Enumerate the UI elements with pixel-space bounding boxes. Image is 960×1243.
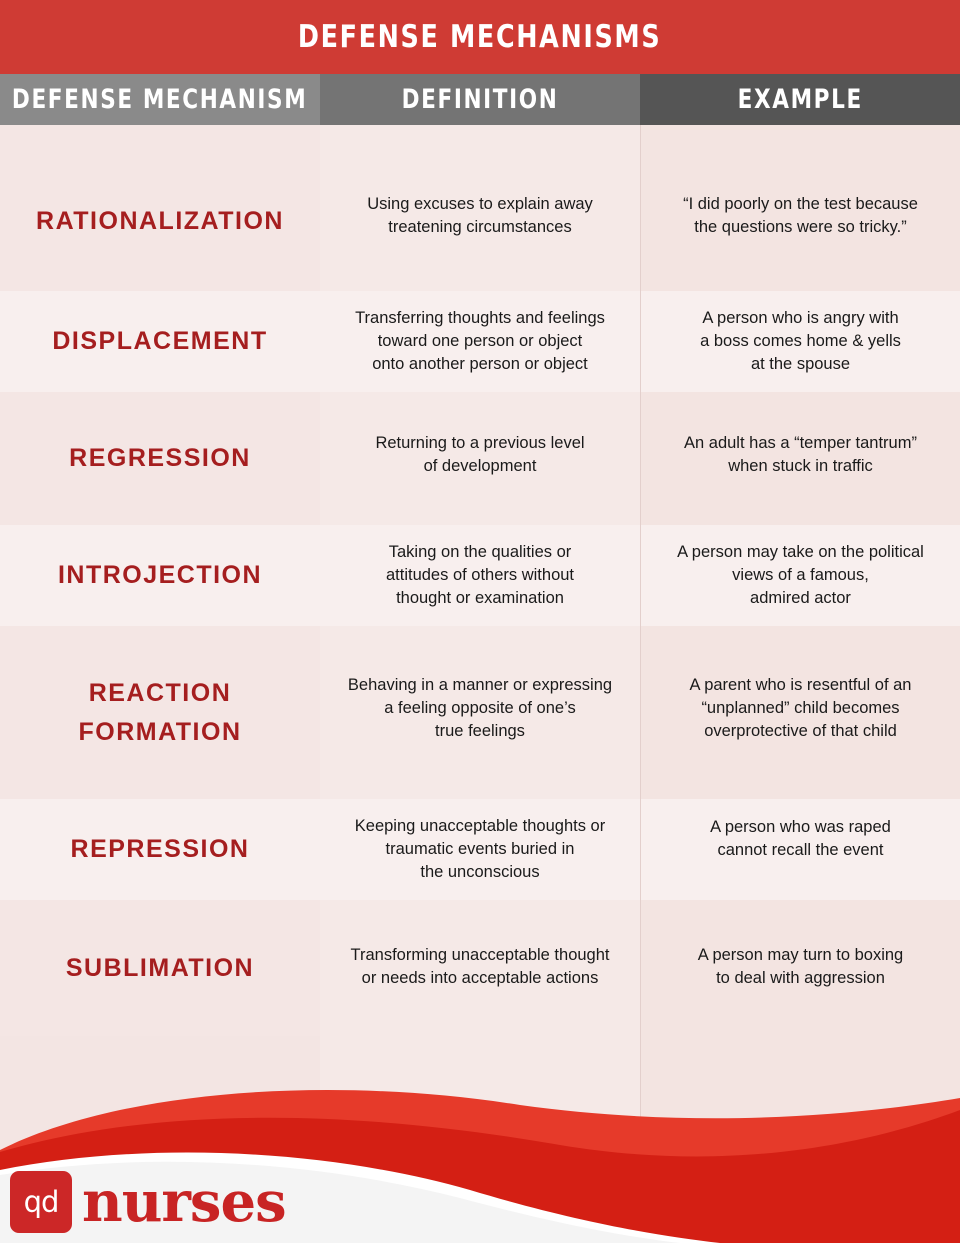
title-bar <box>0 0 960 74</box>
table-row <box>0 525 960 626</box>
example-text: A parent who is resentful of an “unplanned” child becomes overprotective of that child <box>689 676 912 740</box>
example-text: “I did poorly on the test because the questions were so tricky.” <box>683 195 918 236</box>
example-text: A person who was raped cannot recall the event <box>710 817 891 859</box>
mechanisms-table <box>0 125 960 1143</box>
page-title: DEFENSE MECHANISMS <box>298 19 662 55</box>
table-row <box>0 626 960 799</box>
qd-nurses-logo <box>10 1170 286 1234</box>
mechanism-name: RATIONALIZATION <box>36 206 284 235</box>
table-row <box>0 392 960 525</box>
definition-text: Taking on the qualities or attitudes of others without thought or examination <box>385 543 575 607</box>
logo-mark: qd <box>10 1171 72 1233</box>
mechanism-name: DISPLACEMENT <box>52 327 268 355</box>
example-text: A person may take on the political views of a famous, admired actor <box>677 543 924 607</box>
header-mechanism: DEFENSE MECHANISM <box>0 74 320 125</box>
example-text: A person who is angry with a boss comes home & yells at the spouse <box>700 309 901 373</box>
mechanism-name: REACTION FORMATION <box>78 678 242 746</box>
example-text: A person may turn to boxing to deal with aggression <box>697 946 904 987</box>
table-row <box>0 291 960 392</box>
table-header <box>0 74 960 125</box>
mechanism-name: REPRESSION <box>70 835 250 863</box>
definition-text: Behaving in a manner or expressing a feeling opposite of one’s true feelings <box>347 676 613 740</box>
mechanism-name: SUBLIMATION <box>65 953 255 982</box>
mechanism-name: INTROJECTION <box>57 561 263 589</box>
table-row <box>0 125 960 291</box>
table-row <box>0 799 960 900</box>
mechanism-name: REGRESSION <box>69 444 251 472</box>
definition-text: Keeping unacceptable thoughts or traumatic events buried in the unconscious <box>354 817 606 881</box>
logo-wordmark: nurses <box>82 1169 286 1235</box>
definition-text: Using excuses to explain away treatening circumstances <box>367 195 593 236</box>
header-example: EXAMPLE <box>640 74 960 125</box>
definition-text: Transforming unacceptable thought or needs into acceptable actions <box>350 946 610 987</box>
header-definition: DEFINITION <box>320 74 640 125</box>
example-text: An adult has a “temper tantrum” when stuck in traffic <box>684 433 917 475</box>
definition-text: Transferring thoughts and feelings toward one person or object onto another person or object <box>355 309 605 373</box>
definition-text: Returning to a previous level of development <box>375 433 585 475</box>
